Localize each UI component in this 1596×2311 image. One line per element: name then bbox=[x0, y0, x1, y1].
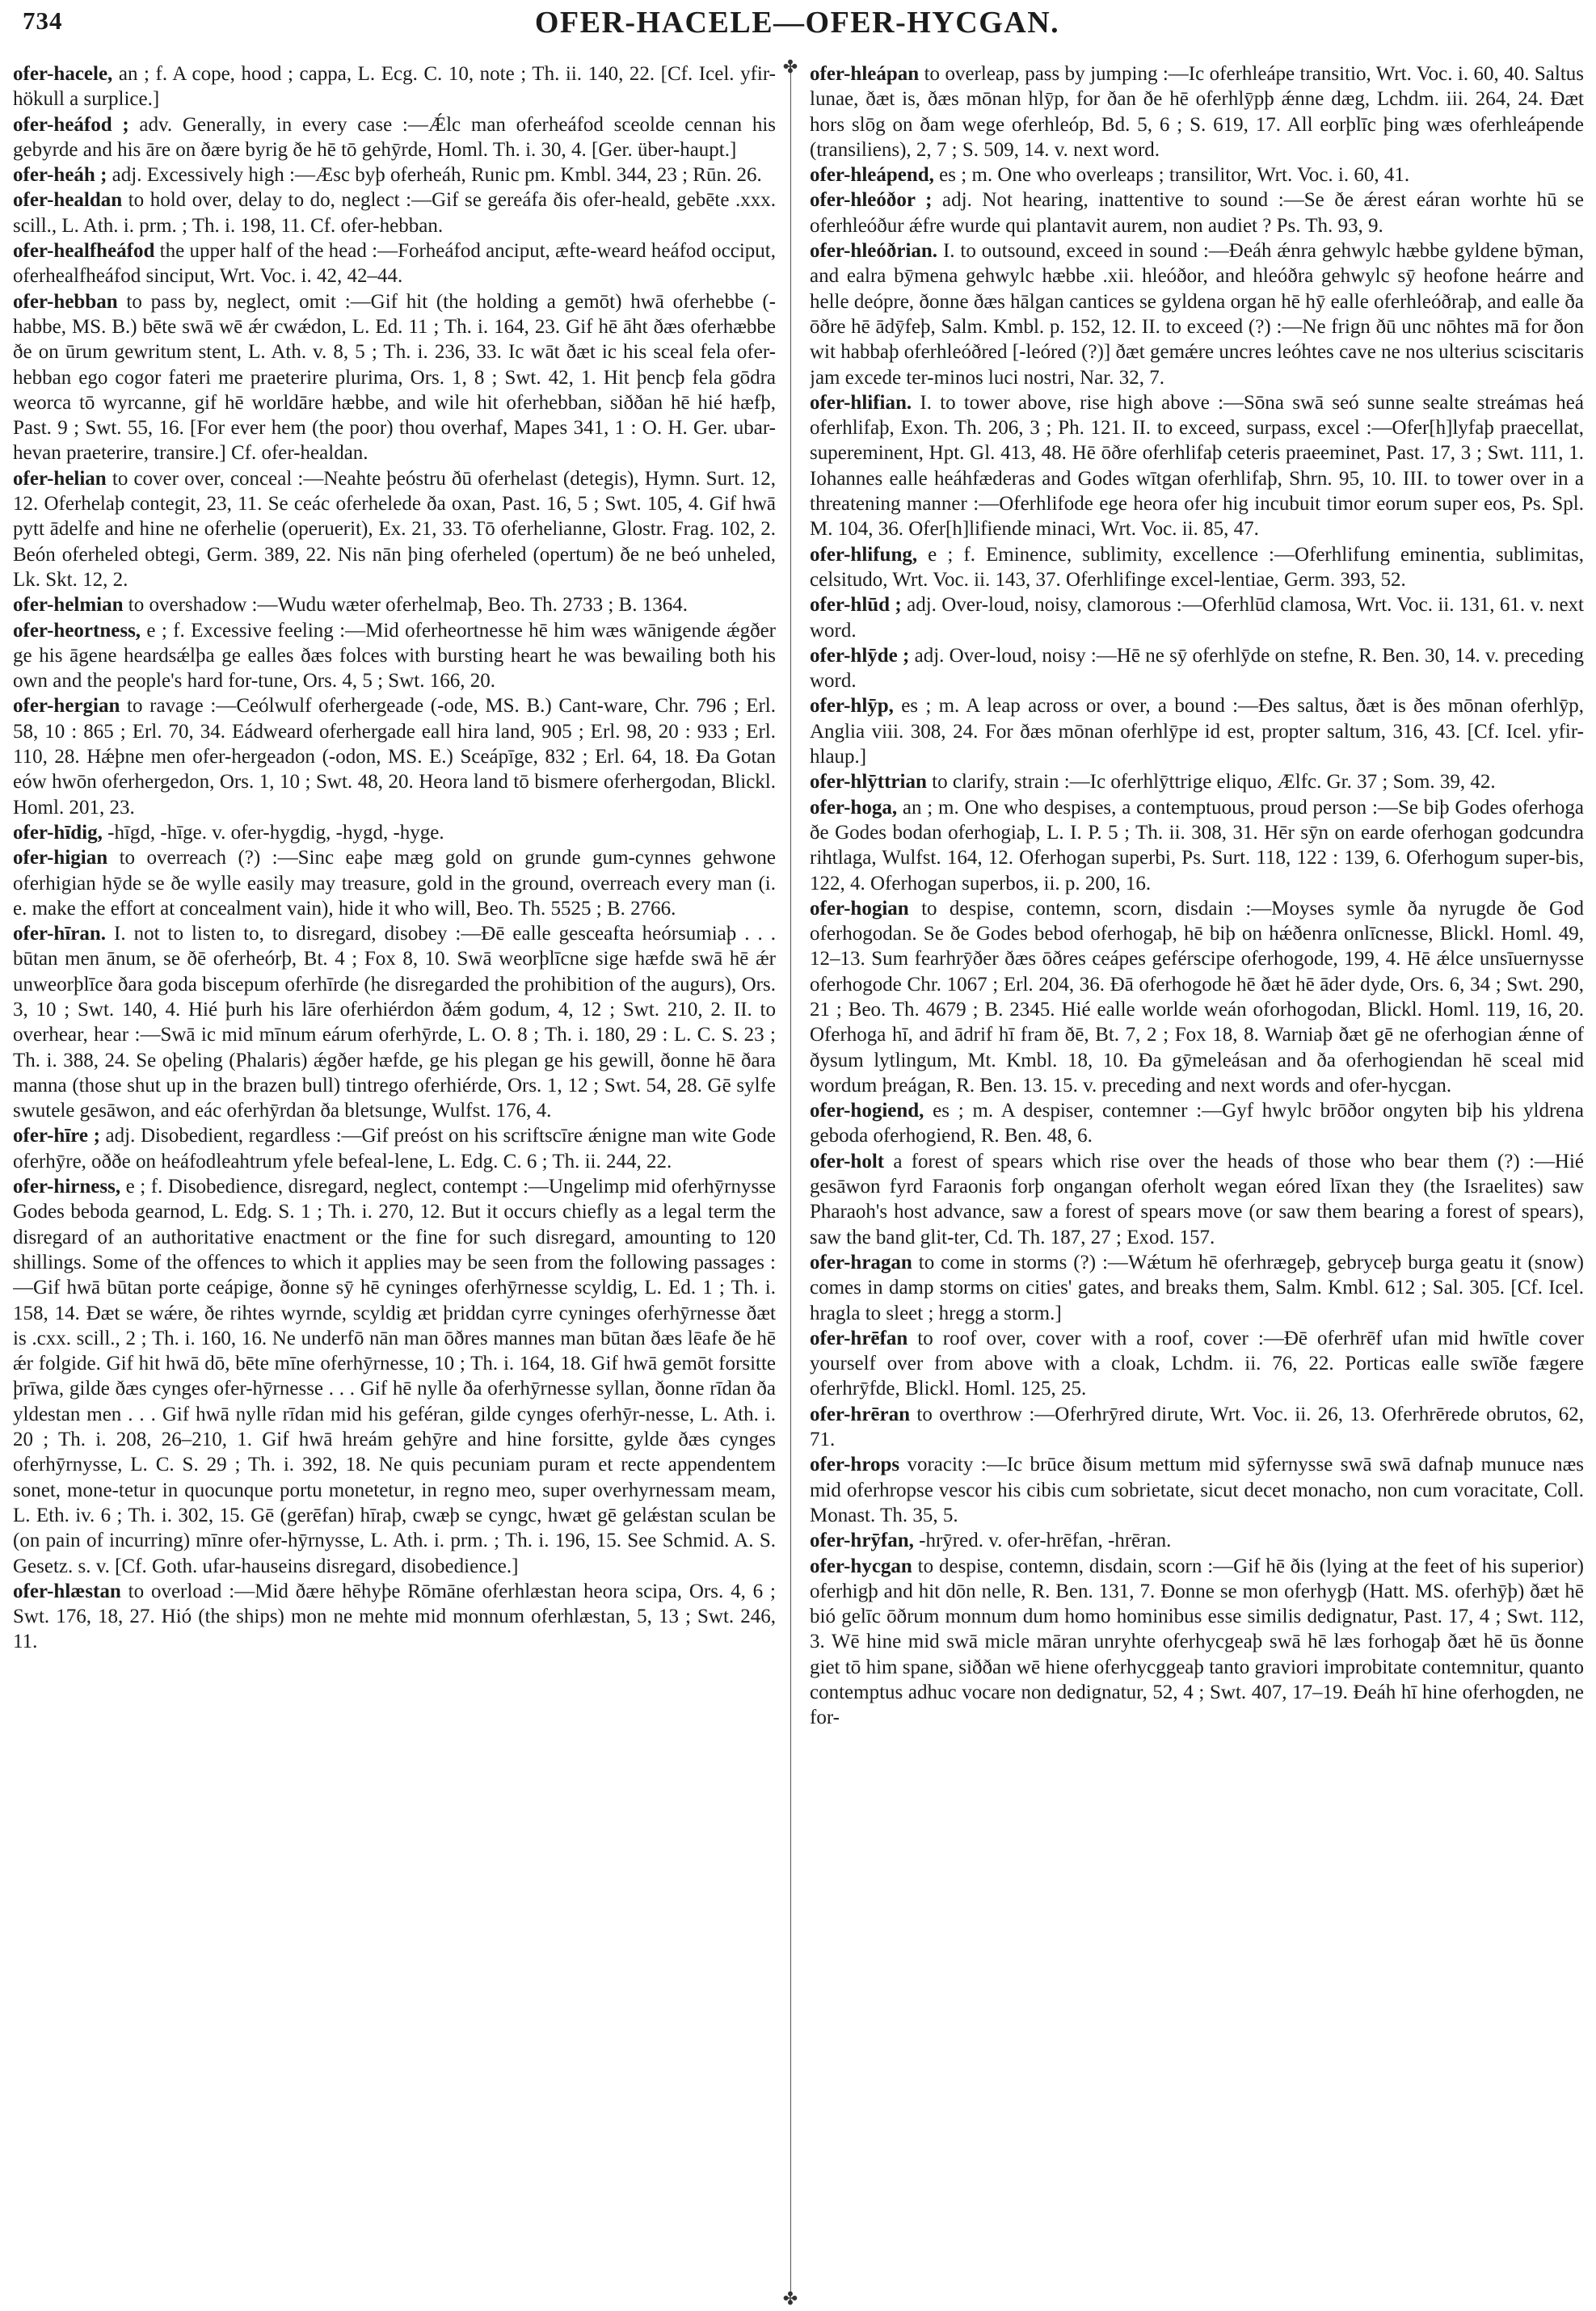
entry-headword: ofer-heáfod ; bbox=[13, 113, 129, 136]
entry-definition: to pass by, neglect, omit :—Gif hit (the holding a gemōt) hwā oferhebbe (-habbe, MS. B.) bēte swā wē ǽr cwǽdon, L. Ed. 11 ; Th. i. 164, 23. Gif hē āht ðæs oferhæbbe ðe on ūrum gewritum stent, L. Ath. v. 8, 5 ; Th. i. 236, 33. Ic wāt ðæt ic his sceal fela ofer-hebban ego cogor fateri me praeterire plurima, Ors. 1, 8 ; Swt. 42, 1. Hit þencþ fela gōdra weorca tō wyrcanne, gif hē worldāre hæbbe, and wile hit oferhebban, siððan hē hié hæfþ, Past. 9 ; Swt. 55, 16. [For ever hem (the poor) thou overhaf, Mapes 341, 1 : O. H. Ger. ubar-hevan praeterire, transire.] Cf. ofer-healdan. bbox=[13, 290, 776, 465]
entry-definition: adj. Not hearing, inattentive to sound :—Se ðe ǽrest eáran worhte hū se oferhleóður ǽfre wurde qui plantavit aurem, non audiet ? Ps. Th. 93, 9. bbox=[810, 189, 1584, 237]
dictionary-entry bbox=[810, 61, 1584, 162]
entry-definition: a forest of spears which rise over the heads of those who bear them (?) :—Hié gesāwon fyrd Faraonis forþ ongangan oferholt wegan eóred līxan they (the Israelites) saw Pharaoh's host advance, saw a forest of spears move (or saw them bearing a forest of spears), saw the band glit-ter, Cd. Th. 187, 27 ; Exod. 157. bbox=[810, 1150, 1584, 1248]
dictionary-entry bbox=[810, 1326, 1584, 1402]
entry-definition: -hrȳred. v. ofer-hrēfan, -hrēran. bbox=[913, 1530, 1172, 1552]
entry-headword: ofer-hleóðor ; bbox=[810, 189, 933, 212]
entry-definition: e ; f. Excessive feeling :—Mid oferheortnesse hē him wæs wānigende ǽgðer ge his āgene heardsǽlþa ge ealles ðæs folces with bursting heart he was bewailing both his own and the people's hard for-tune, Ors. 4, 5 ; Swt. 166, 20. bbox=[13, 619, 776, 692]
entry-headword: ofer-healdan bbox=[13, 189, 123, 212]
entry-headword: ofer-hogian bbox=[810, 897, 909, 920]
dictionary-entry bbox=[13, 820, 776, 845]
entry-definition: to come in storms (?) :—Wǽtum hē oferhrægeþ, gebryceþ burga geatu it (snow) comes in damp storms on cities' gates, and breaks them, Salm. Kmbl. 612 ; Sal. 305. [Cf. Icel. hragla to sleet ; hregg a storm.] bbox=[810, 1251, 1584, 1324]
entry-headword: ofer-hragan bbox=[810, 1251, 912, 1273]
dictionary-entry bbox=[13, 618, 776, 694]
entry-definition: e ; f. Eminence, sublimity, excellence :—Oferhlifung eminentia, sublimitas, celsitudo, Wrt. Voc. ii. 143, 37. Oferhlifinge excel-lentiae, Germ. 393, 52. bbox=[810, 543, 1584, 591]
entry-headword: ofer-helmian bbox=[13, 594, 124, 617]
entry-headword: ofer-hlæstan bbox=[13, 1580, 121, 1602]
entry-headword: ofer-hebban bbox=[13, 290, 118, 313]
entry-headword: ofer-hycgan bbox=[810, 1555, 912, 1577]
entry-definition: an ; f. A cope, hood ; cappa, L. Ecg. C. 10, note ; Th. ii. 140, 22. [Cf. Icel. yfir-hökull a surplice.] bbox=[13, 63, 776, 111]
dictionary-entry bbox=[13, 187, 776, 238]
entry-definition: I. not to listen to, to disregard, disobey :—Ðē ealle gesceafta heórsumiaþ . . . būtan men ānum, se ðē oferheórþ, Bt. 4 ; Fox 8, 10. Swā weorþlīcne sige hæfde swā hē ǽr unweorþlīce ðara goda biscepum oferhīrde (he disregarded the prohibition of the augurs), Ors. 3, 10 ; Swt. 140, 4. Hié þurh his lāre oferhiérdon ðǽm godum, 4, 12 ; Swt. 210, 2. II. to overhear, hear :—Swā ic mid mīnum eárum oferhȳrde, L. O. 8 ; Th. i. 180, 29 : L. C. S. 23 ; Th. i. 388, 24. Se oþeling (Phalaris) ǽgðer hæfde, ge his plegan ge his gewill, ðonne hē ðara manna (those shut up in the brazen bull) tintrego oferhiérde, Ors. 1, 12 ; Swt. 54, 28. Gē sylfe swutele gesāwon, and eác oferhȳrdan ða bletsunge, Wulfst. 176, 4. bbox=[13, 923, 776, 1122]
entry-headword: ofer-hrēran bbox=[810, 1403, 911, 1425]
dictionary-entry bbox=[13, 61, 776, 112]
dictionary-entry bbox=[810, 592, 1584, 643]
entry-headword: ofer-hergian bbox=[13, 695, 120, 718]
dictionary-entry bbox=[810, 187, 1584, 238]
dictionary-entry bbox=[13, 1579, 776, 1655]
entry-headword: ofer-hlȳp, bbox=[810, 695, 894, 718]
entry-headword: ofer-hīre ; bbox=[13, 1125, 100, 1147]
entry-definition: adj. Over-loud, noisy, clamorous :—Oferhlūd clamosa, Wrt. Voc. ii. 131, 61. v. next word. bbox=[810, 594, 1584, 642]
entry-headword: ofer-hirness, bbox=[13, 1176, 121, 1198]
entry-definition: e ; f. Disobedience, disregard, neglect, contempt :—Ungelimp mid oferhȳrnysse Godes beboda gearnod, L. Edg. S. 1 ; Th. i. 270, 12. But it occurs chiefly as a legal term the disregard of an authoritative enactment or the fine for such disregard, amounting to 120 shillings. Some of the offences to which it applies may be seen from the following passages :—Gif hwā būtan porte ceápige, ðonne sȳ hē cyninges oferhȳrnesse scyldig, L. Ed. 1 ; Th. i. 158, 14. Ðæt se wǽre, ðe rihtes wyrnde, scyldig æt þriddan cyrre cyninges oferhȳrnesse ðæt is .cxx. scill., 2 ; Th. i. 160, 16. Ne underfō nān man ōðres mannes man būtan ðæs lēafe ðe hē ǽr folgide. Gif hit hwā dō, bēte mīne oferhȳrnesse, 10 ; Th. i. 164, 18. Gif hwā gemōt forsitte þrīwa, gilde ðæs cynges ofer-hȳrnesse . . . Gif hē nylle ða oferhȳrnesse syllan, ðonne rīdan ða yldestan men . . . Gif hwā nylle rīdan mid his geféran, gilde cynges oferhȳr-nesse, L. Ath. i. 20 ; Th. i. 208, 26–210, 1. Gif hwā hreám gehȳre and hine forsitte, gylde ðæs cynges oferhȳrnysse, L. C. S. 29 ; Th. i. 392, 18. Ne quis pecuniam puram et recte appendentem sonet, mone-tetur in quocunque portu monetetur, in regno meo, super overhyrnessam meam, L. Eth. iv. 6 ; Th. i. 302, 15. Gē (gerēfan) hīraþ, cwæþ se cyngc, hwæt gē gelǽstan sculan be (on pain of incurring) mīnre ofer-hȳrnysse, L. Ath. i. prm. ; Th. i. 196, 15. See Schmid. A. S. Gesetz. s. v. [Cf. Goth. ufar-hauseins disregard, disobedience.] bbox=[13, 1176, 776, 1577]
dictionary-entry bbox=[810, 1554, 1584, 1731]
dictionary-entry bbox=[13, 592, 776, 617]
column-ornament-top: ✤ bbox=[782, 57, 798, 77]
dictionary-entry bbox=[810, 390, 1584, 542]
dictionary-entry bbox=[810, 1149, 1584, 1250]
dictionary-entry bbox=[13, 845, 776, 921]
dictionary-entry bbox=[810, 1098, 1584, 1149]
entry-definition: to overleap, pass by jumping :—Ic oferhleápe transitio, Wrt. Voc. i. 60, 40. Saltus lunae, ðæt is, ðæs mōnan hlȳp, for ðan ðe hē oferhlȳpþ ǽnne dæg, Lchdm. iii. 264, 24. Ðæt hors slōg on ðam wege oferhleóp, Bd. 5, 6 ; S. 619, 17. All eorþlīc þing wæs oferhleápende (transiliens), 2, 7 ; S. 509, 14. v. next word. bbox=[810, 63, 1584, 161]
entry-definition: to cover over, conceal :—Neahte þeóstru ðū oferhelast (detegis), Hymn. Surt. 12, 12. Oferhelaþ contegit, 23, 11. Se ceác oferhelede ða oxan, Past. 16, 5 ; Swt. 105, 4. Gif hwā pytt ādelfe and hine ne oferhelie (operuerit), Ex. 21, 33. Tō oferhelianne, Glostr. Frag. 102, 2. Beón oferheled obtegi, Germ. 389, 22. Nis nān þing oferheled (opertum) ðe ne beó unheled, Lk. Skt. 12, 2. bbox=[13, 467, 776, 591]
entry-definition: to overreach (?) :—Sinc eaþe mæg gold on grunde gum-cynnes gehwone oferhigian hȳde se ðe wylle easily may treasure, gold in the ground, overreach every man (i. e. make the effort at concealment vain), hide it who will, Beo. Th. 5525 ; B. 2766. bbox=[13, 847, 776, 920]
dictionary-entry bbox=[13, 921, 776, 1123]
dictionary-entry bbox=[810, 896, 1584, 1098]
entry-headword: ofer-hleápend, bbox=[810, 164, 934, 187]
dictionary-entry bbox=[810, 238, 1584, 390]
running-title: OFER-HACELE—OFER-HYCGAN. bbox=[534, 6, 1060, 40]
entry-definition: es ; m. A despiser, contemner :—Gyf hwylc brōðor ongyten biþ his yldrena geboda oferhogiend, R. Ben. 48, 6. bbox=[810, 1100, 1584, 1147]
entry-definition: -hīgd, -hīge. v. ofer-hygdig, -hygd, -hyge. bbox=[102, 821, 444, 844]
left-column bbox=[13, 61, 776, 2300]
entry-definition: adj. Excessively high :—Æsc byþ oferheáh, Runic pm. Kmbl. 344, 23 ; Rūn. 26. bbox=[107, 164, 762, 187]
entry-definition: to despise, contemn, disdain, scorn :—Gif hē ðis (lying at the feet of his superior) oferhigþ and hit dōn nelle, R. Ben. 131, 7. Ðonne se mon oferhygþ (Hatt. MS. oferhȳþ) ðæt hē bió gelīc ōðrum monnum dum homo hominibus esse similis dedignatur, Past. 17, 4 ; Swt. 112, 3. Wē hine mid swā micle māran unryhte oferhycgeaþ swā hē læs forhogaþ ðæt hē ūs ðonne giet tō him spane, siððan wē hiene oferhycggeaþ tanto graviori improbitate contemnitur, quanto contemptus adhuc vocare non dedignatur, 52, 4 ; Swt. 407, 17–19. Ðeáh hī hine oferhogden, ne for- bbox=[810, 1555, 1584, 1729]
entry-definition: adj. Disobedient, regardless :—Gif preóst on his scriftscīre ǽnigne man wite Gode oferhȳre, oððe on heáfodleahtrum yfele befeal-lene, L. Edg. C. 6 ; Th. ii. 244, 22. bbox=[13, 1125, 776, 1172]
entry-definition: es ; m. One who overleaps ; transilitor, Wrt. Voc. i. 60, 41. bbox=[933, 164, 1410, 187]
entry-definition: to despise, contemn, scorn, disdain :—Moyses symle ða nyrugde ðe God oferhogodan. Se ðe Godes bebod oferhogaþ, hē biþ on hǽðenra onlīcnesse, Blickl. Homl. 49, 12–13. Sum fearhrȳðer ðæs ōðres ceápes geférscipe oferhogode, 199, 4. Hē ǽlce unsīuernysse oferhogode Chr. 1067 ; Erl. 204, 36. Ðā oferhogode hē ðæt hē āder dyde, Ors. 6, 34 ; Swt. 290, 21 ; Beo. Th. 4679 ; B. 2345. Hié ealle worlde weán oforhogodan, Blickl. Homl. 119, 16, 20. Oferhoga hī, and ādrif hī fram ðē, Bt. 7, 2 ; Fox 18, 8. Warniaþ ðæt gē ne oferhogian ǽnne of ðysum lytlingum, Mt. Kmbl. 18, 10. Ða gȳmeleásan and ða oferhogiendan hē sceal mid wordum þreágan, R. Ben. 13. 15. v. preceding and next words and ofer-hycgan. bbox=[810, 897, 1584, 1097]
entry-definition: I. to tower above, rise high above :—Sōna swā seó sunne sealte streámas heá oferhlifaþ, Exon. Th. 206, 3 ; Ph. 121. II. to exceed, surpass, excel :—Ofer[h]lyfaþ praecellat, supereminent, Hpt. Gl. 413, 48. Hē ōðre oferhlifaþ ceteris praeeminet, Past. 17, 3 ; Swt. 111, 1. Iohannes ealle heáhfæderas and Godes wītgan oferhlifaþ, Shrn. 95, 10. III. to tower over in a threatening manner :—Oferhlifode ege heora ofer hig incubuit timor eorum super eos, Ps. Spl. M. 104, 36. Ofer[h]lifiende minaci, Wrt. Voc. ii. 85, 47. bbox=[810, 391, 1584, 541]
entry-headword: ofer-heáh ; bbox=[13, 164, 107, 187]
entry-definition: to hold over, delay to do, neglect :—Gif se gereáfa ðis ofer-heald, gebēte .xxx. scill., L. Ath. i. prm. ; Th. i. 198, 11. Cf. ofer-hebban. bbox=[13, 189, 776, 237]
entry-definition: to ravage :—Ceólwulf oferhergeade (-ode, MS. B.) Cant-ware, Chr. 796 ; Erl. 58, 10 : 865 ; Erl. 70, 34. Eádweard oferhergade eall hira land, 905 ; Erl. 98, 20 : 933 ; Erl. 110, 28. Hǽþne men ofer-hergeadon (-odon, MS. E.) Sceápīge, 832 ; Erl. 64, 18. Ða Gotan eów hwōn oferhergedon, Ors. 1, 10 ; Swt. 48, 20. Heora land tō bismere oferhergodan, Blickl. Homl. 201, 23. bbox=[13, 695, 776, 819]
column-ornament-bottom: ✤ bbox=[782, 2288, 798, 2309]
entry-headword: ofer-hleóðrian. bbox=[810, 240, 938, 263]
entry-headword: ofer-hīdig, bbox=[13, 821, 103, 844]
entry-headword: ofer-hrēfan bbox=[810, 1327, 908, 1349]
column-rule bbox=[790, 61, 791, 2292]
dictionary-entry bbox=[810, 795, 1584, 896]
entry-headword: ofer-heortness, bbox=[13, 619, 141, 642]
entry-headword: ofer-healfheáfod bbox=[13, 240, 155, 263]
entry-definition: I. to outsound, exceed in sound :—Ðeáh ǽnra gehwylc hæbbe gyldene bȳman, and ealra bȳmena gehwylc hæbbe .xii. hleóðor, and hleóðra gehwylc sȳ heofone heárre and helle deópre, ðonne ðæs hālgan cantices se gyldena organ hē hȳ ealle oferhleóðraþ, and ealle ða ōðre hē ādȳfeþ, Salm. Kmbl. p. 152, 12. II. to exceed (?) :—Ne frign ðū unc nōhtes mā for ðon wit habbaþ oferhleóðred [-leóred (?)] ðæt gemǽre uncres leóhtes cave ne nos ulterius sciscitaris jam excede ter-minos luci nostri, Nar. 32, 7. bbox=[810, 240, 1584, 389]
dictionary-entry bbox=[13, 238, 776, 289]
dictionary-entry bbox=[810, 162, 1584, 187]
dictionary-entry bbox=[13, 112, 776, 163]
entry-headword: ofer-hleápan bbox=[810, 63, 920, 85]
dictionary-entry bbox=[13, 289, 776, 466]
dictionary-entry bbox=[810, 769, 1584, 794]
dictionary-entry bbox=[13, 693, 776, 819]
entry-definition: voracity :—Ic brūce ðisum mettum mid sȳfernysse swā swā dafnaþ munuce næs mid oferhropse vescor his cibis cum sobrietate, sicut decet monacho, non cum voracitate, Coll. Monast. Th. 35, 5. bbox=[810, 1454, 1584, 1526]
entry-headword: ofer-hlūd ; bbox=[810, 594, 902, 617]
entry-definition: to overthrow :—Oferhrȳred dirute, Wrt. Voc. ii. 26, 13. Oferhrērede obrutos, 62, 71. bbox=[810, 1403, 1584, 1451]
dictionary-entry bbox=[810, 1250, 1584, 1326]
entry-headword: ofer-hrȳfan, bbox=[810, 1530, 914, 1552]
entry-headword: ofer-hlifung, bbox=[810, 543, 918, 566]
dictionary-entry bbox=[13, 1123, 776, 1174]
dictionary-entry bbox=[13, 162, 776, 187]
entry-headword: ofer-helian bbox=[13, 467, 107, 490]
page-header bbox=[23, 3, 1572, 48]
dictionary-entry bbox=[810, 1528, 1584, 1553]
entry-definition: to clarify, strain :—Ic oferhlȳttrige eliquo, Ælfc. Gr. 37 ; Som. 39, 42. bbox=[926, 771, 1496, 793]
dictionary-entry bbox=[13, 1174, 776, 1579]
entry-headword: ofer-hīran. bbox=[13, 923, 107, 945]
entry-definition: an ; m. One who despises, a contemptuous, proud person :—Se biþ Godes oferhoga ðe Godes bodan oferhogiaþ, L. I. P. 5 ; Th. ii. 308, 31. Hēr sȳn on earde oferhogan godcundra rihtlaga, Wulfst. 164, 12. Oferhogan superbi, Ps. Surt. 118, 122 : 139, 6. Oferhogum super-bis, 122, 4. Oferhogan superbos, ii. p. 200, 16. bbox=[810, 796, 1584, 895]
dictionary-entry bbox=[810, 1402, 1584, 1453]
entry-definition: to overload :—Mid ðære hēhyþe Rōmāne oferhlæstan heora scipa, Ors. 4, 6 ; Swt. 176, 18, 27. Hió (the ships) mon ne mehte mid monnum oferhlæstan, 5, 13 ; Swt. 246, 11. bbox=[13, 1580, 776, 1653]
dictionary-entry bbox=[810, 542, 1584, 593]
entry-definition: adj. Over-loud, noisy :—Hē ne sȳ oferhlȳde on stefne, R. Ben. 30, 14. v. preceding word. bbox=[810, 644, 1584, 692]
dictionary-entry bbox=[810, 643, 1584, 694]
right-column bbox=[810, 61, 1584, 2300]
entry-headword: ofer-hlifian. bbox=[810, 391, 912, 414]
dictionary-entry bbox=[810, 1452, 1584, 1528]
entry-headword: ofer-hoga, bbox=[810, 796, 898, 819]
dictionary-entry bbox=[810, 693, 1584, 769]
entry-headword: ofer-hacele, bbox=[13, 63, 113, 85]
entry-headword: ofer-hrops bbox=[810, 1454, 900, 1476]
page-number: 734 bbox=[23, 6, 63, 35]
entry-headword: ofer-hogiend, bbox=[810, 1100, 924, 1122]
entry-headword: ofer-holt bbox=[810, 1150, 885, 1172]
entry-definition: es ; m. A leap across or over, a bound :—Ðes saltus, ðæt is ðes mōnan oferhlȳp, Anglia viii. 308, 24. For ðæs mōnan oferhlȳpe id est, propter saltum, 316, 43. [Cf. Icel. yfir-hlaup.] bbox=[810, 695, 1584, 768]
entry-definition: adv. Generally, in every case :—Ǽlc man oferheáfod sceolde cennan his gebyrde and his āre on ðære byrig ðe hē tō gehȳrde, Homl. Th. i. 30, 4. [Ger. über-haupt.] bbox=[13, 113, 776, 161]
entry-definition: the upper half of the head :—Forheáfod anciput, æfte-weard heáfod occiput, oferhealfheáfod sinciput, Wrt. Voc. i. 42, 42–44. bbox=[13, 240, 776, 288]
entry-definition: to roof over, cover with a roof, cover :—Ðē oferhrēf ufan mid hwītle cover yourself over from above with a cloak, Lchdm. ii. 76, 22. Porticas ealle swīðe fægere oferhrȳfde, Blickl. Homl. 125, 25. bbox=[810, 1327, 1584, 1400]
entry-headword: ofer-higian bbox=[13, 847, 108, 869]
dictionary-entry bbox=[13, 466, 776, 592]
entry-headword: ofer-hlȳttrian bbox=[810, 771, 927, 793]
entry-definition: to overshadow :—Wudu wæter oferhelmaþ, Beo. Th. 2733 ; B. 1364. bbox=[123, 594, 688, 617]
entry-headword: ofer-hlȳde ; bbox=[810, 644, 910, 667]
